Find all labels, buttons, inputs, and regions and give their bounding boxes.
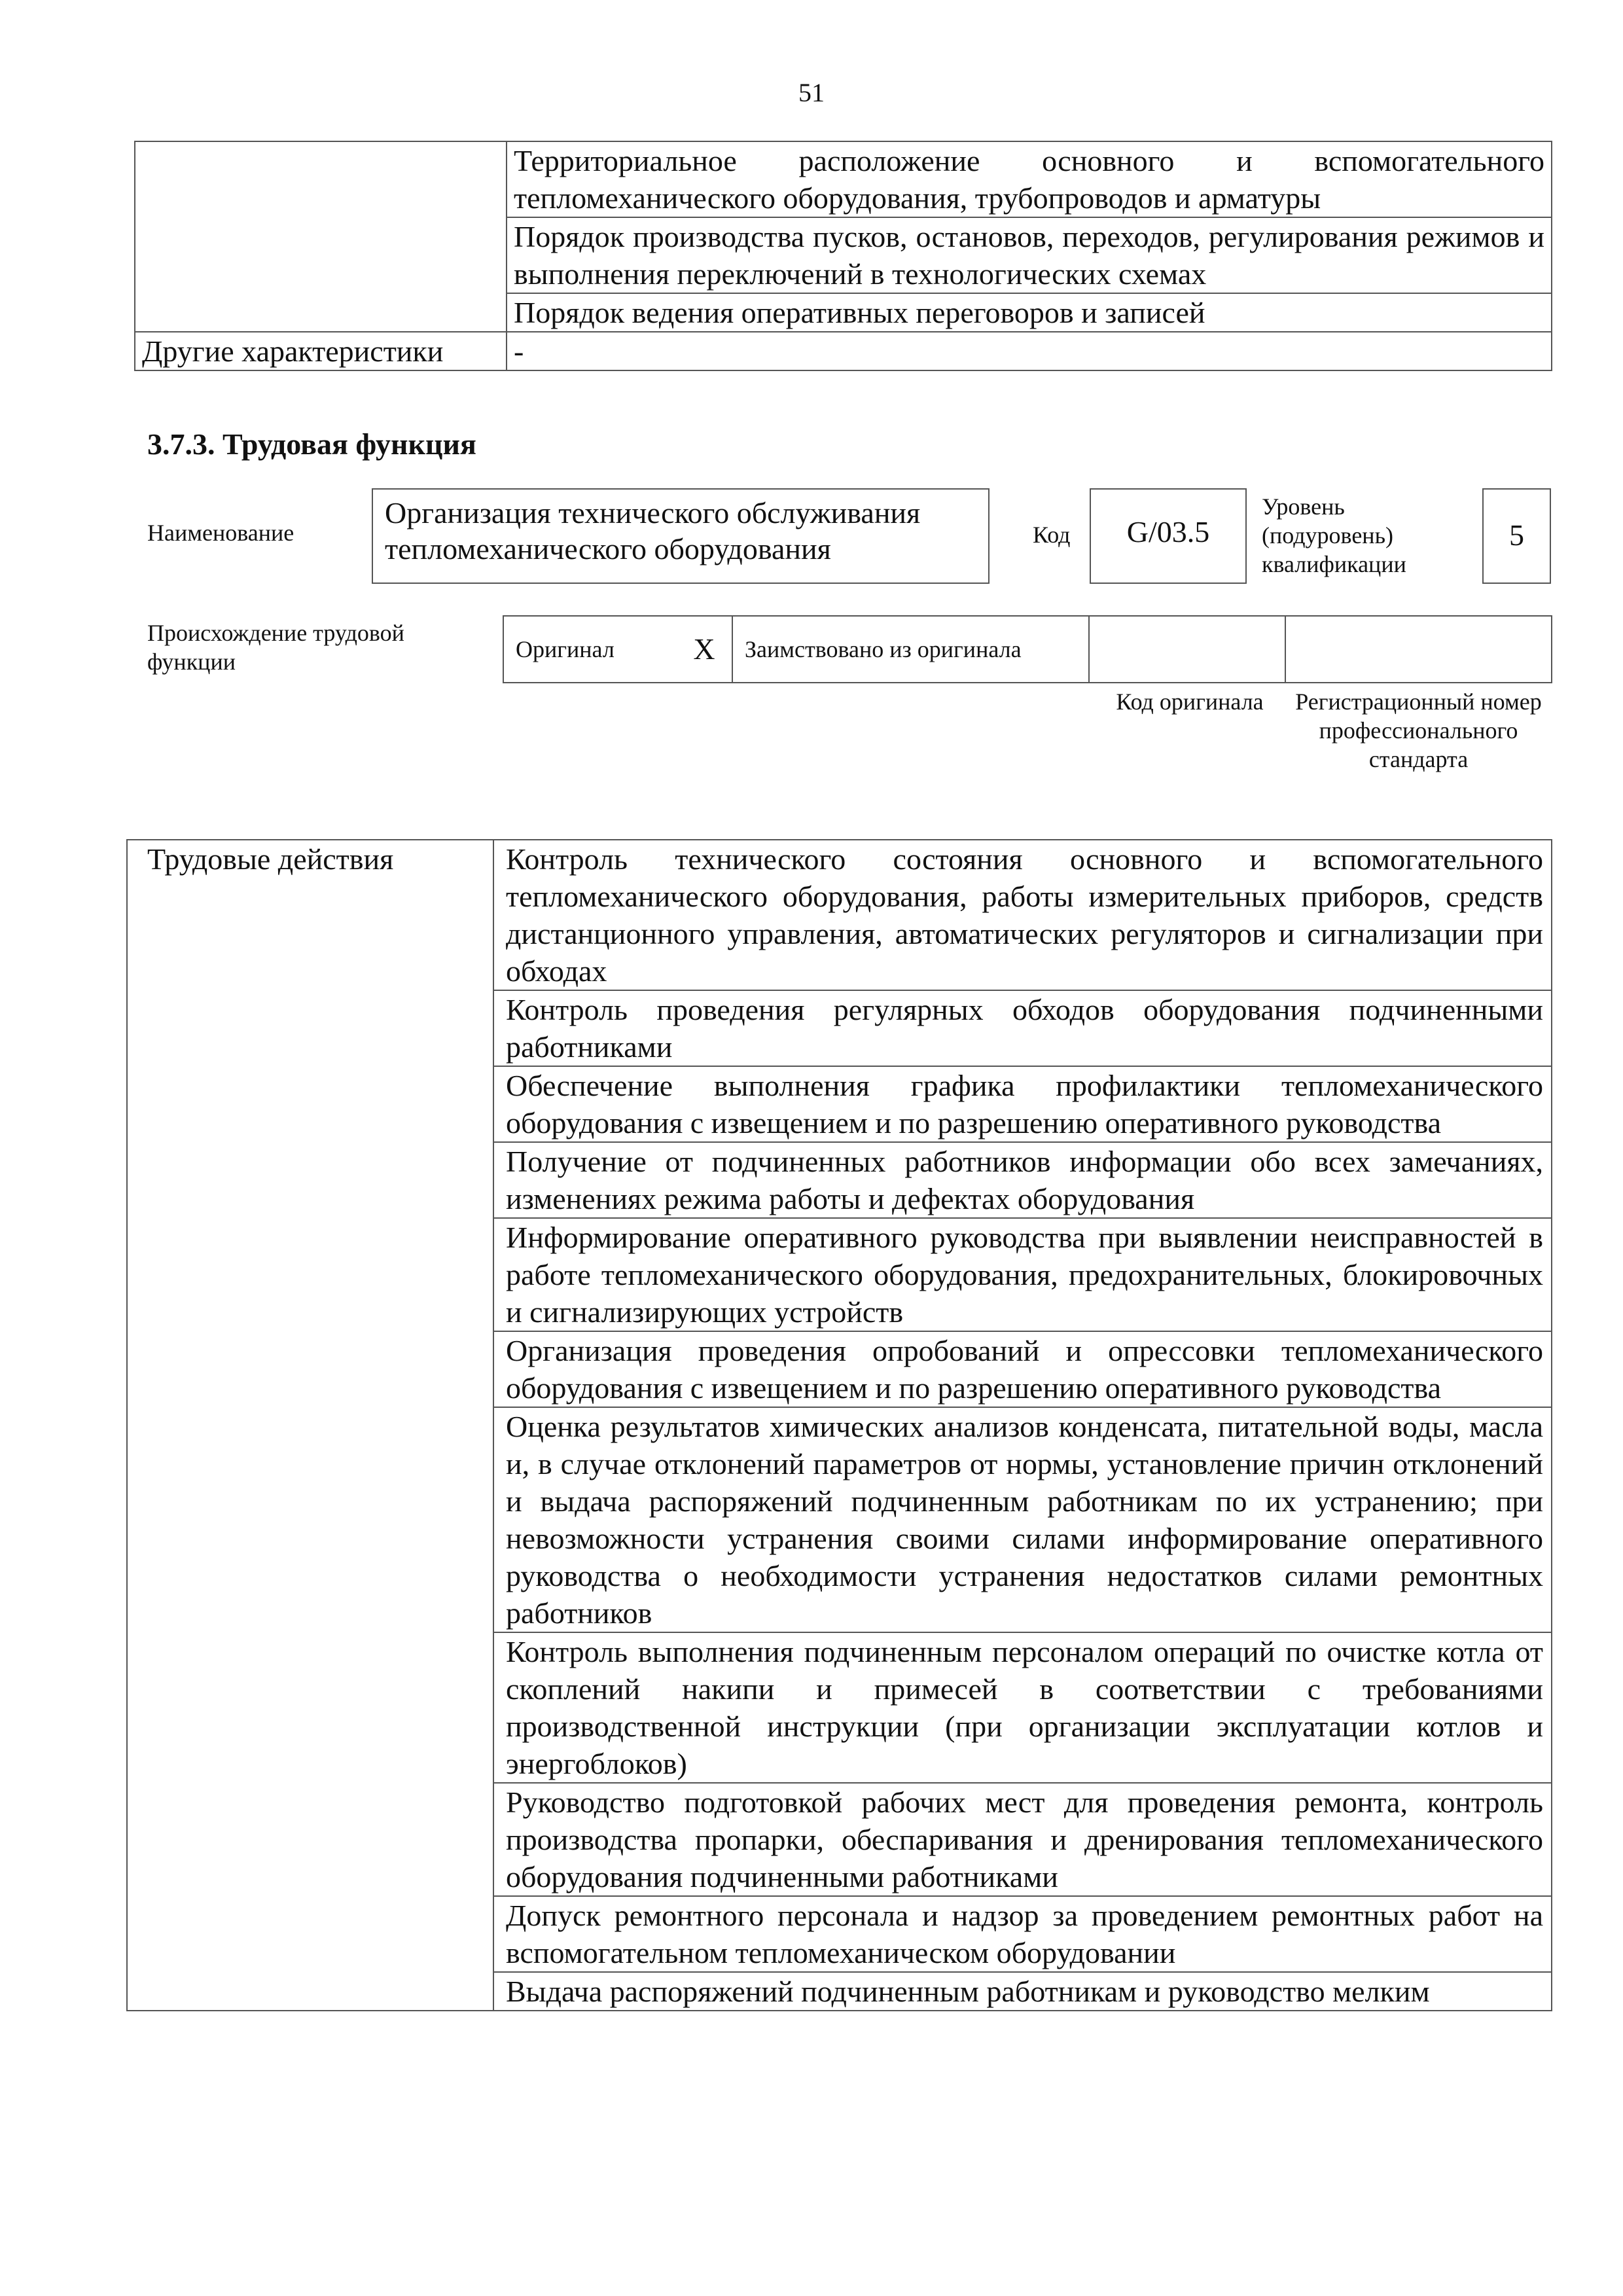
borrowed-label: Заимствовано из оригинала (732, 616, 1089, 683)
labor-action-item: Выдача распоряжений подчиненным работникам и руководство мелким (493, 1972, 1552, 2011)
empty-header-cell (135, 141, 507, 332)
labor-actions-header: Трудовые действия (127, 840, 493, 2011)
original-mark: X (677, 616, 732, 683)
other-characteristics-value: - (507, 332, 1552, 370)
labor-action-item: Оценка результатов химических анализов конденсата, питательной воды, масла и, в случае отклонений параметров от нормы, установление причин отклонений и выдача распоряжений подчиненным работникам по их устранению; при невозможности устранения своими силами информирование оперативного руководства о необходимости устранения недостатков силами ремонтных работников (493, 1407, 1552, 1632)
knowledge-item: Порядок производства пусков, остановов, переходов, регулирования режимов и выполнения переключений в технологических схемах (507, 217, 1552, 293)
original-code-caption: Код оригинала (1116, 689, 1264, 715)
labor-action-item: Руководство подготовкой рабочих мест для проведения ремонта, контроль производства пропарки, обеспаривания и дренирования тепломеханического оборудования подчиненными работниками (493, 1783, 1552, 1896)
knowledge-item: Порядок ведения оперативных переговоров и записей (507, 293, 1552, 332)
registration-number-caption: Регистрационный номер профессионального стандарта (1295, 689, 1542, 772)
section-title: 3.7.3. Трудовая функция (147, 427, 476, 461)
qualification-level-value: 5 (1482, 488, 1551, 584)
labor-action-item: Обеспечение выполнения графика профилактики тепломеханического оборудования с извещением и по разрешению оперативного руководства (493, 1066, 1552, 1142)
registration-number-cell (1285, 616, 1552, 683)
labor-action-item: Организация проведения опробований и опрессовки тепломеханического оборудования с извещением и по разрешению оперативного руководства (493, 1331, 1552, 1407)
table-row (503, 616, 1552, 683)
continuation-table (134, 141, 1552, 371)
labor-action-item: Информирование оперативного руководства при выявлении неисправностей в работе тепломеханического оборудования, предохранительных, блокировочных и сигнализирующих устройств (493, 1218, 1552, 1331)
original-code-cell (1089, 616, 1285, 683)
code-label: Код (1033, 522, 1071, 548)
table-row (127, 840, 1552, 990)
labor-action-item: Контроль выполнения подчиненным персоналом операций по очистке котла от скоплений накипи и примесей в соответствии с требованиями производственной инструкции (при организации эксплуатации котлов и энергоблоков) (493, 1632, 1552, 1783)
name-label: Наименование (147, 520, 294, 546)
other-characteristics-label: Другие характеристики (135, 332, 507, 370)
page-number: 51 (798, 78, 825, 107)
function-name-value: Организация технического обслуживания тепломеханического оборудования (372, 488, 990, 584)
labor-action-item: Контроль проведения регулярных обходов оборудования подчиненными работниками (493, 990, 1552, 1066)
table-row (135, 141, 1552, 217)
origin-table (503, 615, 1552, 683)
labor-action-item: Контроль технического состояния основного и вспомогательного тепломеханического оборудования, работы измерительных приборов, средств дистанционного управления, автоматических регуляторов и сигнализации при обходах (493, 840, 1552, 990)
original-label: Оригинал (503, 616, 677, 683)
labor-action-item: Допуск ремонтного персонала и надзор за проведением ремонтных работ на вспомогательном тепломеханическом оборудовании (493, 1896, 1552, 1972)
knowledge-item: Территориальное расположение основного и вспомогательного тепломеханического оборудования, трубопроводов и арматуры (507, 141, 1552, 217)
table-row (135, 332, 1552, 370)
labor-action-item: Получение от подчиненных работников информации обо всех замечаниях, изменениях режима работы и дефектах оборудования (493, 1142, 1552, 1218)
qualification-level-label: Уровень (подуровень) квалификации (1262, 493, 1406, 577)
origin-label: Происхождение трудовой функции (147, 620, 404, 675)
function-code-value: G/03.5 (1090, 488, 1247, 584)
labor-actions-table (126, 839, 1552, 2011)
